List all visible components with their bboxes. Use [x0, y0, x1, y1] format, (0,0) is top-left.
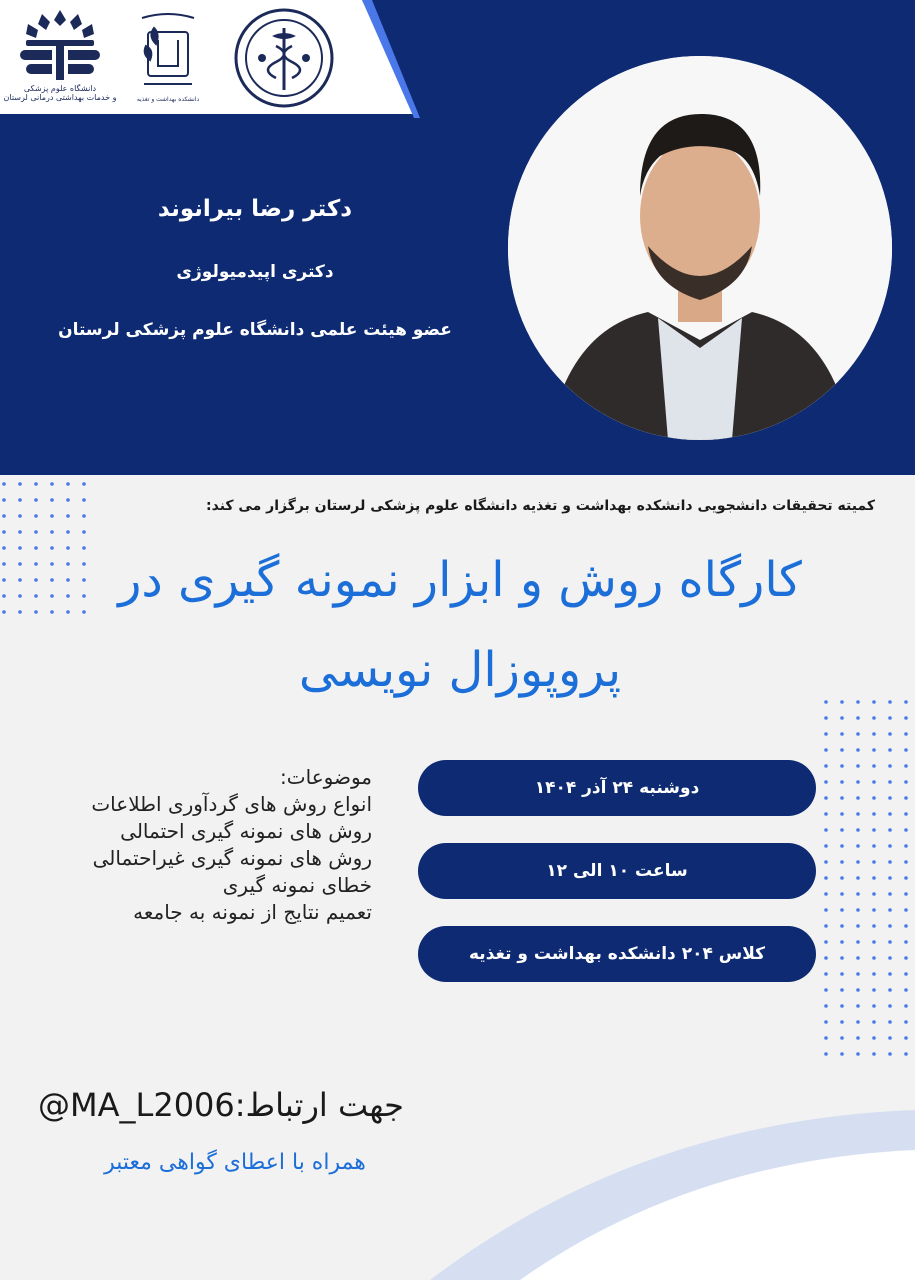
organizer-line: کمیته تحقیقات دانشجویی دانشکده بهداشت و تغذیه دانشگاه علوم پزشکی لرستان برگزار می کند: [206, 498, 875, 514]
faculty-caption: دانشکده بهداشت و تغذیه [136, 96, 200, 103]
topic-item: روش های نمونه گیری احتمالی [120, 819, 372, 843]
location-text: کلاس ۲۰۴ دانشکده بهداشت و تغذیه [469, 944, 765, 964]
date-text: دوشنبه ۲۴ آذر ۱۴۰۴ [534, 778, 700, 798]
speaker-degree: دکتری اپیدمیولوژی [176, 262, 334, 282]
university-caption-line2: و خدمات بهداشتی درمانی لرستان [3, 93, 117, 102]
workshop-title-line2: پروپوزال نویسی [298, 642, 622, 698]
location-pill [418, 926, 816, 982]
time-pill [418, 843, 816, 899]
university-caption [2, 84, 118, 102]
contact-line: @MA_L2006:جهت ارتباط [38, 1086, 404, 1124]
topic-item: تعمیم نتایج از نمونه به جامعه [133, 900, 372, 924]
speaker-affiliation: عضو هیئت علمی دانشگاه علوم پزشکی لرستان [58, 320, 452, 340]
time-text: ساعت ۱۰ الی ۱۲ [546, 861, 688, 881]
medical-caduceus-seal-icon [232, 6, 336, 110]
faculty-emblem-icon [132, 10, 204, 96]
topic-item: انواع روش های گردآوری اطلاعات [91, 792, 372, 816]
topics-list [10, 764, 372, 926]
certificate-note: همراه با اعطای گواهی معتبر [104, 1150, 366, 1175]
university-caption-line1: دانشگاه علوم پزشکی [23, 84, 97, 93]
topic-item: خطای نمونه گیری [222, 873, 372, 897]
speaker-portrait-icon [508, 56, 892, 440]
topics-heading: موضوعات: [280, 765, 372, 789]
workshop-title-line1: کارگاه روش و ابزار نمونه گیری در [118, 552, 802, 608]
speaker-photo [508, 56, 892, 440]
dot-pattern-right [822, 698, 915, 1068]
topic-item: روش های نمونه گیری غیراحتمالی [92, 846, 372, 870]
speaker-name: دکتر رضا بیرانوند [157, 196, 353, 222]
university-book-emblem-icon [12, 6, 108, 84]
date-pill [418, 760, 816, 816]
